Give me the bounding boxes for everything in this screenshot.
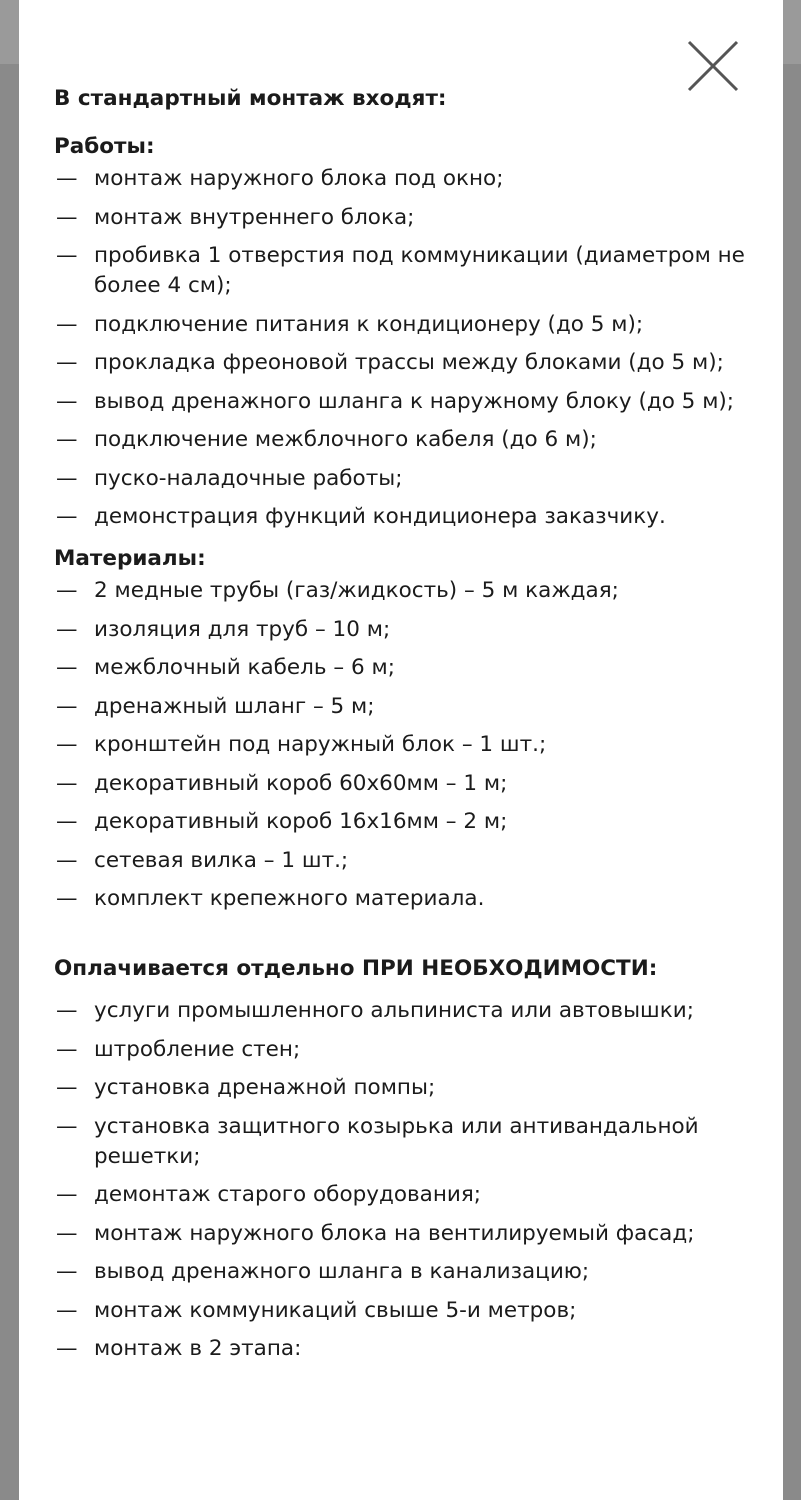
list-item-text: подключение межблочного кабеля (до 6 м); <box>94 427 597 452</box>
list-item-text: вывод дренажного шланга в канализацию; <box>94 1259 590 1284</box>
dash-marker: — <box>56 1336 78 1361</box>
list-item-text: услуги промышленного альпиниста или автовышки; <box>94 998 694 1023</box>
list-item-text: монтаж наружного блока на вентилируемый фасад; <box>94 1220 695 1246</box>
dash-marker: — <box>56 311 78 337</box>
dash-marker: — <box>56 465 78 491</box>
works-list <box>54 164 755 532</box>
list-item <box>54 203 755 233</box>
list-item-text: установка защитного козырька или антивандальной решетки; <box>94 1113 699 1169</box>
list-item-text: изоляция для труб – 10 м; <box>94 616 391 642</box>
list-item-text: прокладка фреоновой трассы между блоками (до 5 м); <box>94 350 724 375</box>
list-item <box>54 1334 755 1364</box>
list-item-text: пуско-наладочные работы; <box>94 465 403 491</box>
dash-marker: — <box>56 166 78 191</box>
modal-title: В стандартный монтаж входят: <box>54 86 447 111</box>
dash-marker: — <box>56 998 78 1023</box>
list-item-text: штробление стен; <box>94 1036 301 1062</box>
list-item <box>54 164 755 194</box>
dash-marker: — <box>56 1182 78 1207</box>
list-item <box>54 1296 755 1326</box>
list-item <box>54 807 755 837</box>
list-item <box>54 502 755 532</box>
dash-marker: — <box>56 847 78 873</box>
dash-marker: — <box>56 578 78 603</box>
list-item <box>54 576 755 606</box>
list-item-text: дренажный шланг – 5 м; <box>94 693 375 719</box>
dash-marker: — <box>56 504 78 529</box>
paid-title: Оплачивается отдельно ПРИ НЕОБХОДИМОСТИ: <box>54 956 658 981</box>
list-item <box>54 387 755 417</box>
list-item <box>54 1180 755 1210</box>
list-item-text: демонстрация функций кондиционера заказчику. <box>94 504 666 529</box>
list-item-text: пробивка 1 отверстия под коммуникации (диаметром не более 4 см); <box>94 243 745 298</box>
list-item <box>54 846 755 876</box>
list-item <box>54 1035 755 1065</box>
dash-marker: — <box>56 886 78 911</box>
list-item <box>54 1073 755 1103</box>
dash-marker: — <box>56 732 78 757</box>
dash-marker: — <box>56 350 78 375</box>
list-item-text: монтаж внутреннего блока; <box>94 204 415 230</box>
materials-list <box>54 576 755 914</box>
list-item <box>54 464 755 494</box>
close-icon <box>685 38 741 94</box>
list-item <box>54 1219 755 1249</box>
dash-marker: — <box>56 1036 78 1062</box>
list-item-text: монтаж коммуникаций свыше 5-и метров; <box>94 1297 577 1323</box>
works-title: Работы: <box>54 134 155 159</box>
close-button[interactable] <box>685 38 741 94</box>
list-item <box>54 769 755 799</box>
list-item <box>54 310 755 340</box>
dash-marker: — <box>56 1220 78 1246</box>
list-item <box>54 996 755 1026</box>
dash-marker: — <box>56 616 78 642</box>
list-item-text: кронштейн под наружный блок – 1 шт.; <box>94 732 547 757</box>
dash-marker: — <box>56 770 78 796</box>
list-item <box>54 425 755 455</box>
dash-marker: — <box>56 693 78 719</box>
list-item-text: монтаж в 2 этапа: <box>94 1336 302 1361</box>
list-item-text: комплект крепежного материала. <box>94 886 485 911</box>
list-item-text: сетевая вилка – 1 шт.; <box>94 847 349 873</box>
list-item <box>54 692 755 722</box>
dash-marker: — <box>56 243 78 268</box>
dash-marker: — <box>56 655 78 680</box>
list-item <box>54 615 755 645</box>
list-item-text: монтаж наружного блока под окно; <box>94 166 504 191</box>
list-item <box>54 348 755 378</box>
list-item <box>54 1112 755 1172</box>
list-item-text: декоративный короб 16х16мм – 2 м; <box>94 809 508 834</box>
list-item-text: подключение питания к кондиционеру (до 5 м); <box>94 311 644 337</box>
list-item <box>54 884 755 914</box>
list-item-text: межблочный кабель – 6 м; <box>94 655 395 680</box>
paid-list <box>54 996 755 1364</box>
list-item <box>54 730 755 760</box>
list-item <box>54 653 755 683</box>
dash-marker: — <box>56 204 78 230</box>
list-item-text: декоративный короб 60х60мм – 1 м; <box>94 770 508 796</box>
dash-marker: — <box>56 1259 78 1284</box>
dash-marker: — <box>56 1075 78 1100</box>
list-item <box>54 241 755 301</box>
list-item-text: 2 медные трубы (газ/жидкость) – 5 м каждая; <box>94 578 619 603</box>
dash-marker: — <box>56 1113 78 1139</box>
installation-info-modal <box>19 0 783 1500</box>
list-item-text: демонтаж старого оборудования; <box>94 1182 482 1207</box>
list-item <box>54 1257 755 1287</box>
list-item-text: установка дренажной помпы; <box>94 1075 436 1100</box>
dash-marker: — <box>56 809 78 834</box>
dash-marker: — <box>56 427 78 452</box>
list-item-text: вывод дренажного шланга к наружному блоку (до 5 м); <box>94 388 735 414</box>
materials-title: Материалы: <box>54 546 206 571</box>
dash-marker: — <box>56 388 78 414</box>
dash-marker: — <box>56 1297 78 1323</box>
